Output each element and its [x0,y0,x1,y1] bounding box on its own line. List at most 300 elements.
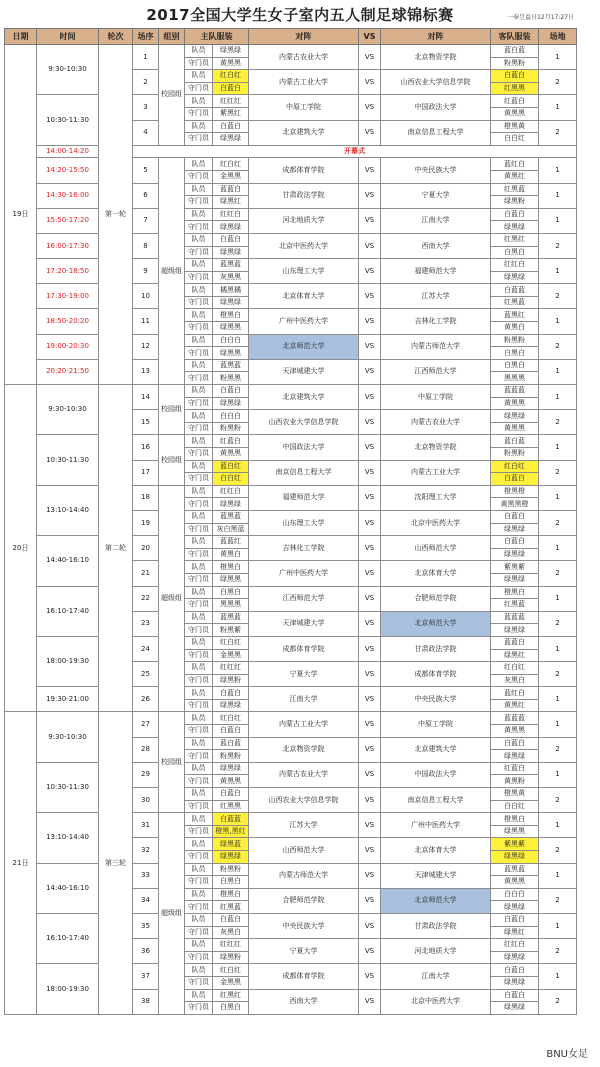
vs-cell: VS [359,510,381,535]
vs-cell: VS [359,964,381,989]
date-cell: 19日 [5,45,37,385]
away-player-kit: 蓝红白 [491,687,539,700]
home-player-kit: 红红红 [213,662,249,675]
court-cell: 1 [539,385,577,410]
court-cell: 2 [539,838,577,863]
header-round: 轮次 [99,29,133,45]
court-cell: 2 [539,662,577,687]
vs-cell: VS [359,586,381,611]
role-player: 队员 [185,435,213,448]
header-time: 时间 [37,29,99,45]
match-number: 23 [133,611,159,636]
role-player: 队员 [185,611,213,624]
table-row [5,762,577,775]
away-team: 天津城建大学 [381,863,491,888]
court-cell: 2 [539,788,577,813]
role-keeper: 守门员 [185,107,213,120]
away-player-kit: 红白红 [491,460,539,473]
vs-cell: VS [359,737,381,762]
match-number: 37 [133,964,159,989]
home-keeper-kit: 绿黑黑 [213,573,249,586]
home-team: 北京建筑大学 [249,385,359,410]
away-player-kit: 红黑蓝 [491,183,539,196]
role-keeper: 守门员 [185,1002,213,1015]
role-keeper: 守门员 [185,498,213,511]
away-keeper-kit: 绿黑绿 [491,523,539,536]
time-cell: 19:30-21:00 [37,687,99,712]
role-keeper: 守门员 [185,851,213,864]
home-player-kit: 白蓝白 [213,385,249,398]
match-number: 4 [133,120,159,145]
vs-cell: VS [359,95,381,120]
role-player: 队员 [185,120,213,133]
vs-cell: VS [359,309,381,334]
away-team: 江南大学 [381,964,491,989]
court-cell: 2 [539,120,577,145]
role-keeper: 守门员 [185,196,213,209]
home-keeper-kit: 橙黑,黑红 [213,825,249,838]
away-player-kit: 蓝蓝白 [491,636,539,649]
vs-cell: VS [359,636,381,661]
away-team: 内蒙古师范大学 [381,334,491,359]
vs-cell: VS [359,712,381,737]
role-player: 队员 [185,636,213,649]
role-keeper: 守门员 [185,473,213,486]
round-cell: 第三轮 [99,712,133,1014]
away-player-kit: 红红白 [491,259,539,272]
vs-cell: VS [359,913,381,938]
vs-cell: VS [359,863,381,888]
role-player: 队员 [185,233,213,246]
role-player: 队员 [185,485,213,498]
court-cell: 2 [539,510,577,535]
role-keeper: 守门员 [185,170,213,183]
match-number: 31 [133,813,159,838]
table-row [5,636,577,649]
match-number: 13 [133,359,159,384]
match-number: 14 [133,385,159,410]
away-keeper-kit: 绿黑红 [491,926,539,939]
away-keeper-kit: 绿黑绿 [491,1002,539,1015]
role-player: 队员 [185,838,213,851]
home-team: 广州中医药大学 [249,309,359,334]
vs-cell: VS [359,813,381,838]
match-number: 22 [133,586,159,611]
match-number: 10 [133,284,159,309]
group-cell: 校园组 [159,712,185,813]
home-keeper-kit: 金黑黑 [213,170,249,183]
home-keeper-kit: 黄黑白 [213,548,249,561]
away-team: 宁夏大学 [381,183,491,208]
role-player: 队员 [185,863,213,876]
role-keeper: 守门员 [185,800,213,813]
home-keeper-kit: 金黑黑 [213,649,249,662]
date-cell: 21日 [5,712,37,1014]
home-player-kit: 粉黑粉 [213,863,249,876]
home-player-kit: 蓝黑蓝 [213,359,249,372]
away-keeper-kit: 粉黑粉 [491,448,539,461]
home-keeper-kit: 绿黑绿 [213,221,249,234]
home-keeper-kit: 白黑白 [213,1002,249,1015]
vs-cell: VS [359,536,381,561]
vs-cell: VS [359,70,381,95]
role-keeper: 守门员 [185,951,213,964]
role-player: 队员 [185,460,213,473]
role-keeper: 守门员 [185,133,213,146]
home-player-kit: 白白白 [213,410,249,423]
role-keeper: 守门员 [185,876,213,889]
role-keeper: 守门员 [185,674,213,687]
match-number: 33 [133,863,159,888]
home-player-kit: 蓝蓝白 [213,183,249,196]
table-row [5,359,577,372]
home-team: 北京物资学院 [249,737,359,762]
court-cell: 1 [539,435,577,460]
home-team: 北京师范大学 [249,334,359,359]
court-cell: 1 [539,712,577,737]
group-cell: 超级组 [159,485,185,712]
match-number: 16 [133,435,159,460]
home-team: 天津城建大学 [249,611,359,636]
away-player-kit: 绿黑绿 [491,410,539,423]
table-row [5,586,577,599]
match-number: 29 [133,762,159,787]
away-player-kit: 蓝黑蓝 [491,863,539,876]
vs-cell: VS [359,259,381,284]
home-team: 宁夏大学 [249,662,359,687]
role-player: 队员 [185,989,213,1002]
home-player-kit: 蓝白蓝 [213,737,249,750]
home-team: 西南大学 [249,989,359,1014]
vs-cell: VS [359,120,381,145]
home-player-kit: 红红红 [213,939,249,952]
home-keeper-kit: 白蓝白 [213,725,249,738]
match-number: 25 [133,662,159,687]
role-keeper: 守门员 [185,699,213,712]
away-keeper-kit: 绿黑绿 [491,851,539,864]
court-cell: 2 [539,410,577,435]
home-player-kit: 蓝黑蓝 [213,510,249,523]
match-number: 34 [133,888,159,913]
home-keeper-kit: 粉黑黑 [213,372,249,385]
role-keeper: 守门员 [185,548,213,561]
match-number: 21 [133,561,159,586]
table-row [5,964,577,977]
home-player-kit: 红黑红 [213,989,249,1002]
court-cell: 1 [539,485,577,510]
header-court: 场地 [539,29,577,45]
time-cell: 9:30-10:30 [37,712,99,762]
role-keeper: 守门员 [185,372,213,385]
role-keeper: 守门员 [185,57,213,70]
vs-cell: VS [359,561,381,586]
court-cell: 2 [539,611,577,636]
home-player-kit: 红白红 [213,964,249,977]
round-cell: 第二轮 [99,385,133,712]
away-keeper-kit: 黄黑黑 [491,397,539,410]
role-player: 队员 [185,662,213,675]
away-team: 合肥师范学院 [381,586,491,611]
vs-cell: VS [359,385,381,410]
home-team: 广州中医药大学 [249,561,359,586]
home-player-kit: 白蓝蓝 [213,813,249,826]
home-player-kit: 橘黑橘 [213,284,249,297]
match-number: 11 [133,309,159,334]
home-player-kit: 绿黑绿 [213,762,249,775]
role-keeper: 守门员 [185,271,213,284]
role-player: 队员 [185,813,213,826]
home-keeper-kit: 金黑黑 [213,976,249,989]
match-number: 30 [133,788,159,813]
vs-cell: VS [359,888,381,913]
home-team: 成都体育学院 [249,636,359,661]
role-player: 队员 [185,888,213,901]
opening-ceremony: 开幕式 [133,145,577,158]
group-cell: 校园组 [159,435,185,485]
court-cell: 1 [539,586,577,611]
home-keeper-kit: 白白红 [213,473,249,486]
header-home-kit: 主队服装 [185,29,249,45]
away-player-kit: 蓝蓝蓝 [491,385,539,398]
home-player-kit: 红红白 [213,208,249,221]
away-team: 福建师范大学 [381,259,491,284]
time-cell: 13:10-14:40 [37,485,99,535]
role-player: 队员 [185,410,213,423]
match-number: 28 [133,737,159,762]
away-player-kit: 橙黑黄 [491,788,539,801]
match-number: 26 [133,687,159,712]
time-cell: 20:20-21:50 [37,359,99,384]
table-row [5,158,577,171]
away-player-kit: 白蓝白 [491,989,539,1002]
vs-cell: VS [359,435,381,460]
away-player-kit: 紫黑紫 [491,838,539,851]
away-keeper-kit: 绿黑绿 [491,548,539,561]
table-row [5,233,577,246]
away-keeper-kit: 粉黑粉 [491,57,539,70]
group-cell: 超级组 [159,813,185,1015]
away-player-kit: 白蓝白 [491,208,539,221]
role-player: 队员 [185,208,213,221]
away-team: 南京信息工程大学 [381,788,491,813]
table-row [5,385,577,398]
home-keeper-kit: 绿黑绿 [213,246,249,259]
time-cell: 10:30-11:30 [37,95,99,145]
away-keeper-kit: 黄黑红 [491,699,539,712]
court-cell: 2 [539,561,577,586]
court-cell: 1 [539,95,577,120]
away-team: 中央民族大学 [381,158,491,183]
role-player: 队员 [185,762,213,775]
match-number: 17 [133,460,159,485]
role-player: 队员 [185,284,213,297]
home-keeper-kit: 粉黑紫 [213,624,249,637]
role-keeper: 守门员 [185,976,213,989]
away-player-kit: 蓝白蓝 [491,45,539,58]
vs-cell: VS [359,410,381,435]
away-player-kit: 红红白 [491,939,539,952]
home-player-kit: 蓝黑蓝 [213,259,249,272]
home-team: 北京中医药大学 [249,233,359,258]
home-team: 福建师范大学 [249,485,359,510]
role-player: 队员 [185,939,213,952]
role-keeper: 守门员 [185,523,213,536]
home-keeper-kit: 绿黑粉 [213,951,249,964]
away-team: 中原工学院 [381,712,491,737]
match-number: 20 [133,536,159,561]
role-keeper: 守门员 [185,901,213,914]
home-keeper-kit: 绿黑红 [213,196,249,209]
away-team: 广州中医药大学 [381,813,491,838]
match-number: 36 [133,939,159,964]
home-player-kit: 蓝黑蓝 [213,611,249,624]
home-player-kit: 橙黑白 [213,888,249,901]
time-cell: 18:50-20:20 [37,309,99,334]
match-number: 18 [133,485,159,510]
vs-cell: VS [359,838,381,863]
time-cell: 14:00-14:20 [37,145,99,158]
round-cell: 第一轮 [99,45,133,385]
away-team: 沈阳理工大学 [381,485,491,510]
match-number: 8 [133,233,159,258]
home-team: 内蒙古工业大学 [249,712,359,737]
home-keeper-kit: 白黑白 [213,876,249,889]
watermark: BNU女足 [542,1044,592,1061]
away-keeper-kit: 红黑蓝 [491,599,539,612]
page-title: 2017全国大学生女子室内五人制足球锦标赛 [146,6,454,24]
match-number: 35 [133,913,159,938]
table-row [5,863,577,876]
away-keeper-kit: 黄黑红 [491,170,539,183]
court-cell: 2 [539,70,577,95]
home-team: 内蒙古师范大学 [249,863,359,888]
table-row [5,687,577,700]
vs-cell: VS [359,334,381,359]
match-number: 15 [133,410,159,435]
match-number: 32 [133,838,159,863]
home-team: 合肥师范学院 [249,888,359,913]
home-keeper-kit: 黄黑黑 [213,775,249,788]
home-team: 内蒙古农业大学 [249,45,359,70]
role-keeper: 守门员 [185,599,213,612]
update-note: 一奉昱益日12月17:27日 [507,14,574,21]
home-player-kit: 红红白 [213,485,249,498]
away-keeper-kit: 绿黑绿 [491,901,539,914]
schedule-table [4,28,577,1015]
home-keeper-kit: 绿黑黑 [213,322,249,335]
table-row [5,485,577,498]
court-cell: 1 [539,863,577,888]
home-player-kit: 白蓝白 [213,913,249,926]
match-number: 9 [133,259,159,284]
away-team: 北京师范大学 [381,611,491,636]
home-player-kit: 白黑白 [213,586,249,599]
away-player-kit: 白蓝蓝 [491,284,539,297]
home-player-kit: 红白红 [213,70,249,83]
role-keeper: 守门员 [185,347,213,360]
home-team: 天津城建大学 [249,359,359,384]
away-keeper-kit: 灰黑白 [491,674,539,687]
away-keeper-kit: 黑黑黑 [491,372,539,385]
vs-cell: VS [359,687,381,712]
role-keeper: 守门员 [185,322,213,335]
away-team: 吉林化工学院 [381,309,491,334]
away-player-kit: 橙黑橙 [491,485,539,498]
court-cell: 1 [539,913,577,938]
role-player: 队员 [185,510,213,523]
group-cell: 校园组 [159,385,185,435]
away-keeper-kit: 绿黑绿 [491,271,539,284]
vs-cell: VS [359,788,381,813]
home-team: 山东理工大学 [249,259,359,284]
match-number: 24 [133,636,159,661]
role-keeper: 守门员 [185,448,213,461]
match-number: 12 [133,334,159,359]
court-cell: 2 [539,334,577,359]
role-keeper: 守门员 [185,825,213,838]
header-row [5,29,577,45]
time-cell: 16:10-17:40 [37,913,99,963]
court-cell: 1 [539,259,577,284]
role-player: 队员 [185,687,213,700]
time-cell: 14:40-16:10 [37,863,99,913]
date-cell: 20日 [5,385,37,712]
role-keeper: 守门员 [185,296,213,309]
table-row [5,208,577,221]
home-team: 江南大学 [249,687,359,712]
away-keeper-kit: 白白红 [491,133,539,146]
away-keeper-kit: 绿黑绿 [491,624,539,637]
match-number: 27 [133,712,159,737]
away-player-kit: 蓝红白 [491,158,539,171]
vs-cell: VS [359,284,381,309]
table-row [5,45,577,58]
home-player-kit: 红红红 [213,95,249,108]
home-team: 山西农业大学信息学院 [249,788,359,813]
role-player: 队员 [185,586,213,599]
away-keeper-kit: 黄黑黑 [491,725,539,738]
match-number: 3 [133,95,159,120]
home-player-kit: 红蓝白 [213,435,249,448]
away-team: 北京中医药大学 [381,510,491,535]
role-keeper: 守门员 [185,397,213,410]
role-keeper: 守门员 [185,422,213,435]
time-cell: 14:20-15:50 [37,158,99,183]
court-cell: 1 [539,45,577,70]
table-row [5,259,577,272]
away-player-kit: 红蓝白 [491,762,539,775]
home-keeper-kit: 黄黑黑 [213,57,249,70]
away-player-kit: 蓝蓝蓝 [491,611,539,624]
court-cell: 1 [539,636,577,661]
home-team: 成都体育学院 [249,964,359,989]
group-cell: 校园组 [159,45,185,146]
away-team: 江西师范大学 [381,359,491,384]
role-keeper: 守门员 [185,926,213,939]
home-player-kit: 红白红 [213,636,249,649]
away-player-kit: 橙黑白 [491,813,539,826]
header-date: 日期 [5,29,37,45]
header-group: 组别 [159,29,185,45]
role-keeper: 守门员 [185,775,213,788]
away-team: 内蒙古农业大学 [381,410,491,435]
match-number: 38 [133,989,159,1014]
away-team: 中国政法大学 [381,95,491,120]
away-player-kit: 橙黑黄 [491,120,539,133]
home-team: 中央民族大学 [249,913,359,938]
vs-cell: VS [359,662,381,687]
role-player: 队员 [185,536,213,549]
